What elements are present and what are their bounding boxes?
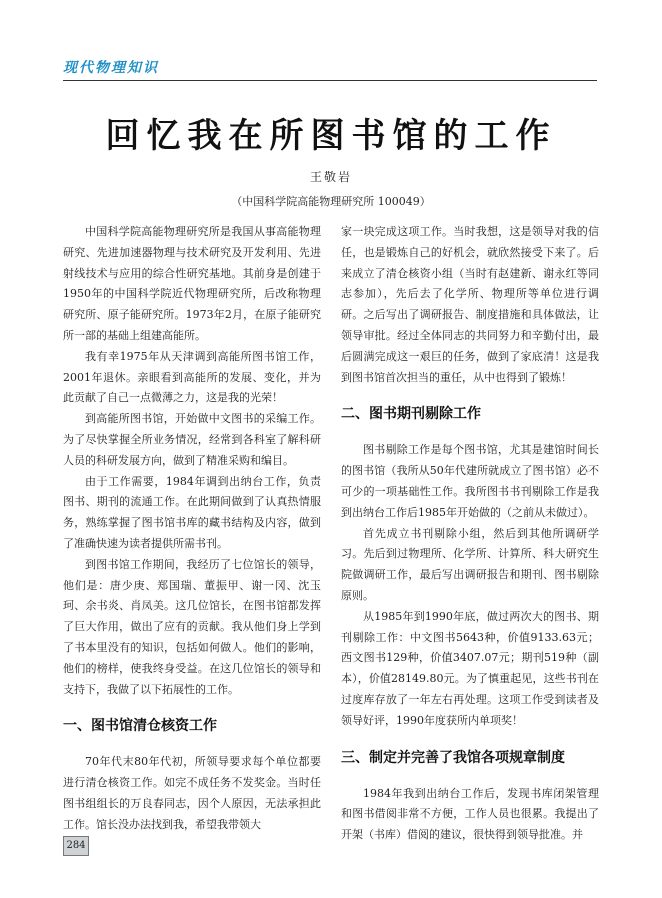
paragraph: 首先成立书刊剔除小组，然后到其他所调研学习。先后到过物理所、化学所、计算所、科大研究生院做调研工作，最后写出调研报告和期刊、图书剔除原则。	[341, 526, 599, 602]
paragraph: 图书剔除工作是每个图书馆，尤其是建馆时间长的图书馆（我所从50年代建所就成立了图书馆）必不可少的一项基础性工作。我所图书书刊剔除工作是我到出纳台工作后1985年开始做的（之前从未做过）。	[341, 443, 599, 519]
paragraph: 从1985年到1990年底，做过两次大的图书、期刊剔除工作：中文图书5643种，价值9133.63元；西文图书129种，价值3407.07元；期刊519种（副本），价值28149.80元。为了慎重起见，这些书刊在过度库存放了一年左右再处理。这项工作受到读者及领导好评，1990年度获所内单项奖！	[341, 609, 599, 727]
paragraph: 70年代末80年代初，所领导要求每个单位都要进行清仓核资工作。如完不成任务不发奖金。当时任图书组组长的万良春同志，因个人原因，无法承担此工作。馆长没办法找到我，希望我带领大	[63, 755, 321, 831]
author-affiliation: （中国科学院高能物理研究所 100049）	[231, 195, 431, 208]
paragraph: 到高能所图书馆，开始做中文图书的采编工作。为了尽快掌握全所业务情况，经常到各科室了解科研人员的科研发展方向，做到了精准采购和编目。	[63, 412, 321, 467]
header-divider	[63, 80, 597, 81]
author-name: 王敬岩	[309, 170, 352, 184]
article-title: 回忆我在所图书馆的工作	[105, 116, 557, 156]
page-number: 284	[63, 836, 89, 856]
section-heading: 三、制定并完善了我馆各项规章制度	[341, 749, 565, 766]
paragraph: 到图书馆工作期间，我经历了七位馆长的领导，他们是：唐少庚、郑国瑞、董振甲、谢一冈、沈玉珂、余书炎、肖凤美。这几位馆长，在图书馆都发挥了巨大作用，做出了应有的贡献。我从他们身上学到了书本里没有的知识，包括如何做人。他们的影响，他们的榜样，使我终身受益。在这几位馆长的领导和支持下，我做了以下拓展性的工作。	[63, 557, 321, 696]
paragraph: 1984年我到出纳台工作后，发现书库闭架管理和图书借阅非常不方便，工作人员也很累。我提出了开架（书库）借阅的建议，很快得到领导批准。并	[341, 786, 599, 842]
left-column	[63, 222, 321, 836]
paragraph: 中国科学院高能物理研究所是我国从事高能物理研究、先进加速器物理与技术研究及开发利用、先进射线技术与应用的综合性研究基地。其前身是创建于1950年的中国科学院近代物理研究所，后改称物理研究所、原子能研究所。1973年2月，在原子能研究所一部的基础上组建高能所。	[63, 225, 321, 342]
right-column	[341, 222, 599, 846]
section-heading: 一、图书馆清仓核资工作	[63, 718, 217, 735]
paragraph: 由于工作需要，1984年调到出纳台工作，负责图书、期刊的流通工作。在此期间做到了认真热情服务，熟练掌握了图书馆书库的藏书结构及内容，做到了准确快速为读者提供所需书刊。	[63, 474, 321, 550]
section-heading: 二、图书期刊剔除工作	[341, 406, 481, 423]
paragraph: 我有幸1975年从天津调到高能所图书馆工作，2001年退休。亲眼看到高能所的发展、变化，并为此贡献了自己一点微薄之力，这是我的光荣！	[63, 349, 321, 405]
paragraph-continued: 家一块完成这项工作。当时我想，这是领导对我的信任，也是锻炼自己的好机会，就欣然接受下来了。后来成立了清仓核资小组（当时有赵建新、谢永红等同志参加），先后去了化学所、物理所等单位进行调研。之后写出了调研报告、制度措施和具体做法，让领导审批。经过全体同志的共同努力和辛勤付出，最后圆满完成这一艰巨的任务，做到了家底清！这是我到图书馆首次担当的重任，从中也得到了锻炼！	[341, 225, 599, 384]
journal-header-label: 现代物理知识	[63, 60, 159, 76]
